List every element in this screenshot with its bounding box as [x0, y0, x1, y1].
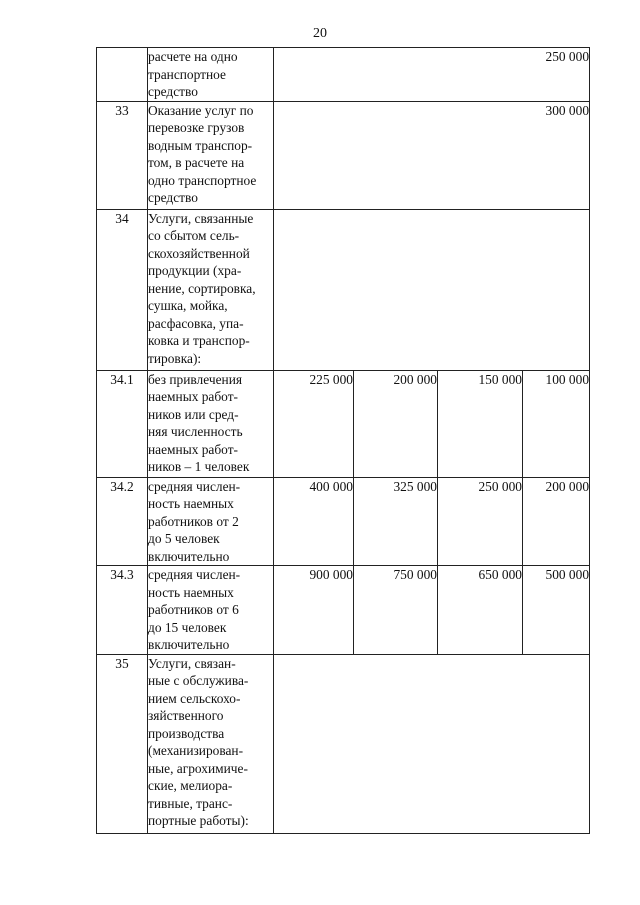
value-cell: 325 000 — [354, 477, 438, 566]
table-row — [97, 209, 590, 370]
row-description: Услуги, связан- ные с обслужива- нием сельскохо- зяйственного производства (механизирован- ные, агрохимиче- ские, мелиора- тивные, транс- портные работы): — [148, 654, 274, 833]
value-cell: 750 000 — [354, 566, 438, 655]
table-row — [97, 101, 590, 209]
value-cell: 900 000 — [274, 566, 354, 655]
row-description: Услуги, связанные со сбытом сель- скохозяйственной продукции (хра- нение, сортировка, сушка, мойка, расфасовка, упа- ковка и транспор- тировка): — [148, 209, 274, 370]
value-cell: 400 000 — [274, 477, 354, 566]
row-number: 34 — [97, 209, 148, 370]
row-value: 250 000 — [274, 48, 590, 102]
value-cell: 650 000 — [438, 566, 523, 655]
row-value — [274, 209, 590, 370]
table-row — [97, 654, 590, 833]
value-cell: 200 000 — [354, 370, 438, 477]
value-cell: 200 000 — [523, 477, 590, 566]
row-value: 300 000 — [274, 101, 590, 209]
value-cell: 225 000 — [274, 370, 354, 477]
page-number: 20 — [313, 26, 327, 41]
row-description: без привлечения наемных работ- ников или сред- няя численность наемных работ- ников – 1 человек — [148, 370, 274, 477]
row-number — [97, 48, 148, 102]
row-number: 34.2 — [97, 477, 148, 566]
row-description: Оказание услуг по перевозке грузов водным транспор- том, в расчете на одно транспортное средство — [148, 101, 274, 209]
value-cell: 150 000 — [438, 370, 523, 477]
row-description: средняя числен- ность наемных работников от 6 до 15 человек включительно — [148, 566, 274, 655]
row-number: 33 — [97, 101, 148, 209]
row-number: 34.3 — [97, 566, 148, 655]
table-row — [97, 370, 590, 477]
value-cell: 100 000 — [523, 370, 590, 477]
table-row — [97, 48, 590, 102]
value-cell: 250 000 — [438, 477, 523, 566]
row-number: 34.1 — [97, 370, 148, 477]
table-row — [97, 566, 590, 655]
row-description: средняя числен- ность наемных работников от 2 до 5 человек включительно — [148, 477, 274, 566]
table-row — [97, 477, 590, 566]
row-description: расчете на одно транспортное средство — [148, 48, 274, 102]
tariff-table — [96, 47, 590, 834]
row-value — [274, 654, 590, 833]
value-cell: 500 000 — [523, 566, 590, 655]
row-number: 35 — [97, 654, 148, 833]
